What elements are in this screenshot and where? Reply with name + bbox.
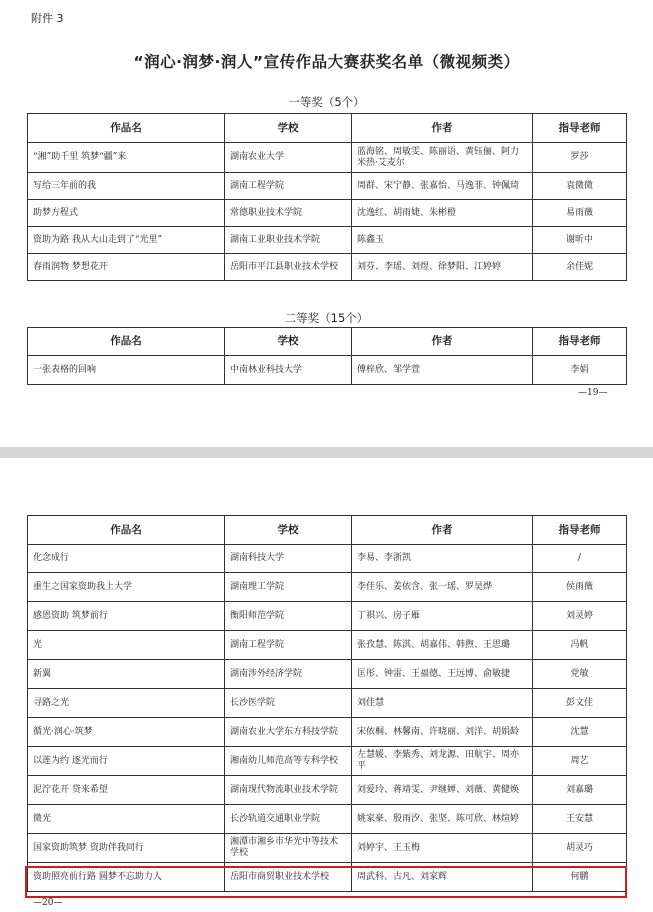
header-work: 作品名 (28, 114, 225, 143)
second-prize-table-continued (27, 515, 627, 892)
author-names: 刘爱玲、蒋靖雯、尹继婵、刘薇、黄健焕 (352, 776, 533, 805)
work-name: “湘”助千里 筑梦“疆”来 (28, 143, 225, 173)
author-names: 李佳乐、姜依含、张一瑶、罗昊烨 (352, 573, 533, 602)
teacher-name: 何鹏 (533, 863, 627, 892)
header-school: 学校 (225, 516, 352, 545)
header-teacher: 指导老师 (533, 328, 627, 356)
work-name: 以莲为约 逐光而行 (28, 747, 225, 776)
table-row (28, 602, 627, 631)
work-name: 写给三年前的我 (28, 173, 225, 200)
table-row (28, 631, 627, 660)
teacher-name: 沈慧 (533, 718, 627, 747)
header-author: 作者 (352, 516, 533, 545)
header-teacher: 指导老师 (533, 114, 627, 143)
teacher-name: 李娟 (533, 356, 627, 385)
school-name: 湖南科技大学 (225, 545, 352, 573)
page-number: —20— (33, 898, 63, 908)
work-name: 循光·润心·筑梦 (28, 718, 225, 747)
second-prize-table (27, 327, 627, 385)
work-name: 新翼 (28, 660, 225, 689)
author-names: 周群、宋宁静、张嘉怡、马逸菲、钟佩琦 (352, 173, 533, 200)
header-school: 学校 (225, 114, 352, 143)
second-prize-heading: 二等奖（15个） (284, 311, 369, 325)
table-row (28, 356, 627, 385)
teacher-name: 袁微微 (533, 173, 627, 200)
page-number: —19— (578, 388, 608, 398)
author-names: 丁祺兴、房子雁 (352, 602, 533, 631)
school-name: 湘南幼儿师范高等专科学校 (225, 747, 352, 776)
teacher-name: 刘嘉璐 (533, 776, 627, 805)
table-row (28, 143, 627, 173)
table-row (28, 834, 627, 863)
school-name: 湖南涉外经济学院 (225, 660, 352, 689)
teacher-name: 谢昕中 (533, 227, 627, 254)
header-work: 作品名 (28, 516, 225, 545)
work-name: 光 (28, 631, 225, 660)
school-name: 衡阳师范学院 (225, 602, 352, 631)
table-row (28, 747, 627, 776)
table-row (28, 254, 627, 281)
teacher-name: 侯雨薇 (533, 573, 627, 602)
school-name: 岳阳市商贸职业技术学校 (225, 863, 352, 892)
table-row (28, 805, 627, 834)
header-author: 作者 (352, 328, 533, 356)
school-name: 湖南工业职业技术学院 (225, 227, 352, 254)
school-name: 湘潭市湘乡市华光中等技术学校 (225, 834, 352, 863)
work-name: 感恩资助 筑梦前行 (28, 602, 225, 631)
work-name: 寻路之光 (28, 689, 225, 718)
work-name: 化念成行 (28, 545, 225, 573)
author-names: 张孜慧、陈淇、胡嘉伟、韩煦、王思璐 (352, 631, 533, 660)
header-author: 作者 (352, 114, 533, 143)
first-prize-heading: 一等奖（5个） (288, 95, 365, 109)
first-prize-table (27, 113, 627, 281)
work-name: 重生之国家资助我上大学 (28, 573, 225, 602)
document-page-20 (0, 458, 653, 912)
school-name: 湖南工程学院 (225, 173, 352, 200)
document-title: “润心·润梦·润人”宣传作品大赛获奖名单（微视频类） (133, 53, 520, 71)
school-name: 湖南农业大学 (225, 143, 352, 173)
table-row (28, 718, 627, 747)
author-names: 傅梓欣、邹学萱 (352, 356, 533, 385)
teacher-name: 冯帆 (533, 631, 627, 660)
table-row (28, 173, 627, 200)
table-row (28, 200, 627, 227)
header-work: 作品名 (28, 328, 225, 356)
teacher-name: 党敏 (533, 660, 627, 689)
teacher-name: 王安慧 (533, 805, 627, 834)
work-name: 资助照亮前行路 圆梦不忘助力人 (28, 863, 225, 892)
author-names: 周武科、古凡、刘家辉 (352, 863, 533, 892)
table-row (28, 776, 627, 805)
school-name: 岳阳市平江县职业技术学校 (225, 254, 352, 281)
author-names: 李易、李浙凯 (352, 545, 533, 573)
teacher-name: 刘灵婷 (533, 602, 627, 631)
header-teacher: 指导老师 (533, 516, 627, 545)
work-name: 微光 (28, 805, 225, 834)
table-header-row (28, 328, 627, 356)
table-row (28, 545, 627, 573)
work-name: 泥泞花开 贷来希望 (28, 776, 225, 805)
table-row (28, 227, 627, 254)
school-name: 湖南工程学院 (225, 631, 352, 660)
table-row (28, 573, 627, 602)
table-header-row (28, 516, 627, 545)
author-names: 匡彤、钟雷、王福德、王远博、俞敏捷 (352, 660, 533, 689)
teacher-name: 易雨薇 (533, 200, 627, 227)
school-name: 湖南现代物流职业技术学院 (225, 776, 352, 805)
school-name: 中南林业科技大学 (225, 356, 352, 385)
attachment-label: 附件 3 (31, 12, 64, 25)
author-names: 左慧媛、李紫秀、刘龙源、田航宇、周亦平 (352, 747, 533, 776)
highlight-box (25, 866, 627, 898)
author-names: 姚家豪、殷雨汐、张坚、陈可欣、林煊婷 (352, 805, 533, 834)
work-name: 春雨润物 梦想花开 (28, 254, 225, 281)
author-names: 刘婷宇、王玉梅 (352, 834, 533, 863)
table-row (28, 689, 627, 718)
teacher-name: 周艺 (533, 747, 627, 776)
teacher-name: 胡灵巧 (533, 834, 627, 863)
author-names: 陈鑫玉 (352, 227, 533, 254)
work-name: 助梦方程式 (28, 200, 225, 227)
document-page-19 (0, 0, 653, 447)
table-row (28, 660, 627, 689)
teacher-name: / (533, 545, 627, 573)
header-school: 学校 (225, 328, 352, 356)
author-names: 刘佳慧 (352, 689, 533, 718)
school-name: 湖南理工学院 (225, 573, 352, 602)
school-name: 常德职业技术学院 (225, 200, 352, 227)
author-names: 沈逸红、胡雨婕、朱彬橙 (352, 200, 533, 227)
teacher-name: 罗莎 (533, 143, 627, 173)
author-names: 刘芬、李瑶、刘煜、徐梦阳、江婷婷 (352, 254, 533, 281)
school-name: 湖南农业大学东方科技学院 (225, 718, 352, 747)
work-name: 资助为路 我从大山走到了“光里” (28, 227, 225, 254)
school-name: 长沙医学院 (225, 689, 352, 718)
school-name: 长沙轨道交通职业学院 (225, 805, 352, 834)
table-header-row (28, 114, 627, 143)
author-names: 蓝海铭、周敏雯、陈丽语、黄钰俪、阿力米热·艾麦尔 (352, 143, 533, 173)
teacher-name: 彭文佳 (533, 689, 627, 718)
teacher-name: 余佳妮 (533, 254, 627, 281)
work-name: 国家资助筑梦 资助伴我同行 (28, 834, 225, 863)
work-name: 一张表格的回响 (28, 356, 225, 385)
author-names: 宋依桐、林馨南、许晓丽、刘洋、胡娟龄 (352, 718, 533, 747)
